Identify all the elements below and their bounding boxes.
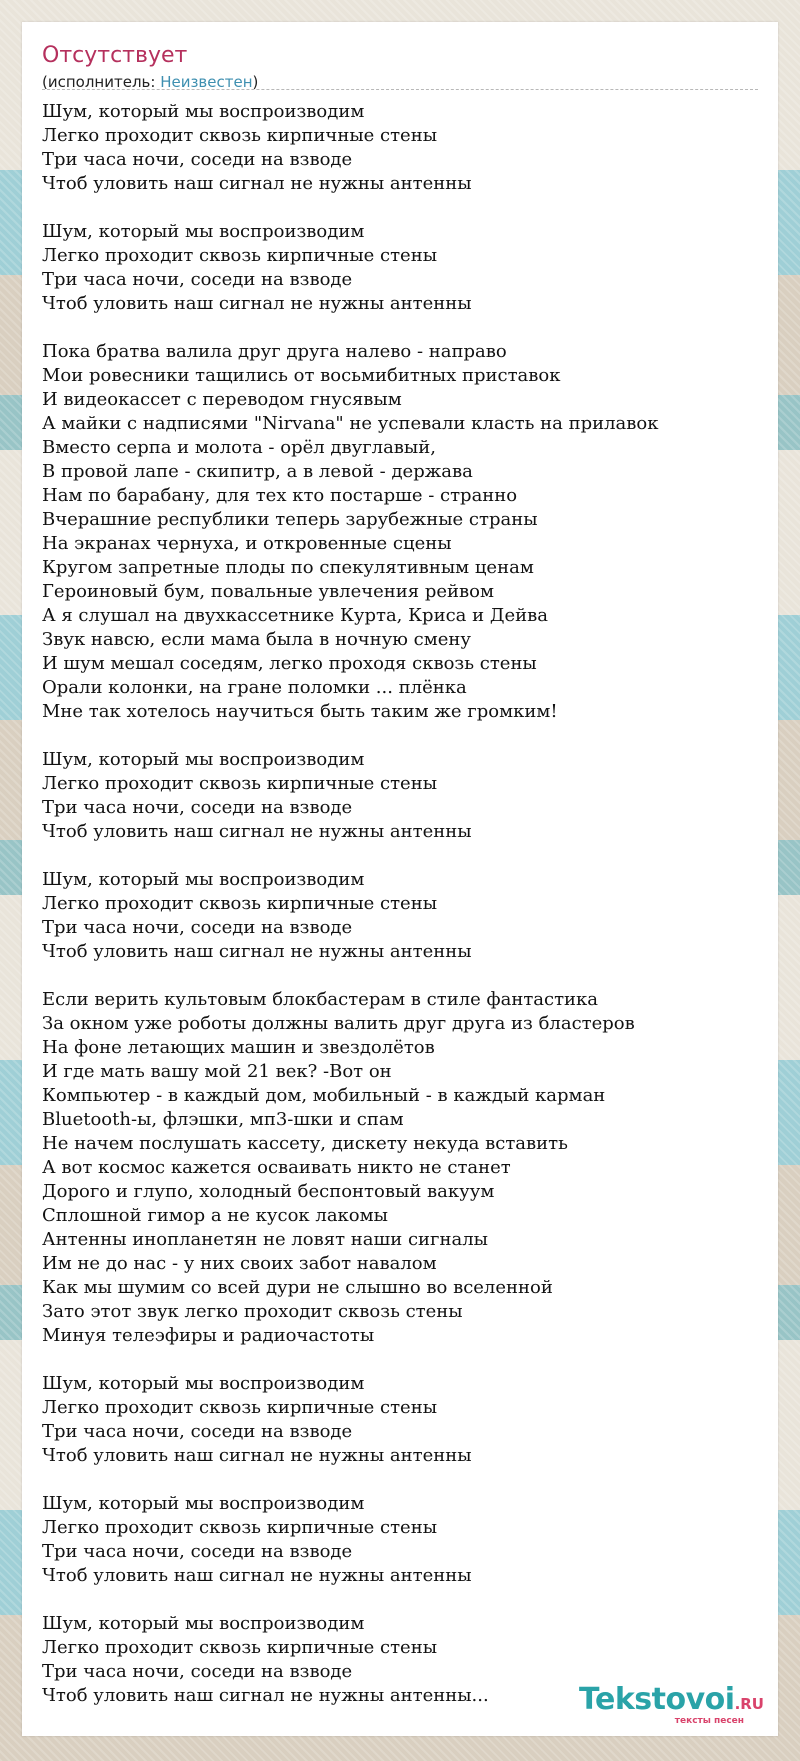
lyrics-line: Компьютер - в каждый дом, мобильный - в каждый карман <box>42 1085 606 1106</box>
lyrics-line: Легко проходит сквозь кирпичные стены <box>42 245 438 266</box>
lyrics-line: Вместо серпа и молота - орёл двуглавый, <box>42 437 436 458</box>
lyrics-line: Шум, который мы воспроизводим <box>42 1373 365 1394</box>
lyrics-line: И видеокассет с переводом гнусявым <box>42 389 402 410</box>
lyrics-line: Легко проходит сквозь кирпичные стены <box>42 1637 438 1658</box>
lyrics-card <box>22 22 778 1736</box>
lyrics-line: Три часа ночи, соседи на взводе <box>42 1421 353 1442</box>
lyrics-stanza <box>42 988 758 1348</box>
lyrics-line: Три часа ночи, соседи на взводе <box>42 797 353 818</box>
lyrics-line: Чтоб уловить наш сигнал не нужны антенны <box>42 941 472 962</box>
lyrics-line: И шум мешал соседям, легко проходя сквозь стены <box>42 653 537 674</box>
lyrics-line: На фоне летающих машин и звездолётов <box>42 1037 435 1058</box>
lyrics-line: Антенны инопланетян не ловят наши сигналы <box>42 1229 488 1250</box>
lyrics-line: Три часа ночи, соседи на взводе <box>42 269 353 290</box>
lyrics-line: Героиновый бум, повальные увлечения рейвом <box>42 581 495 602</box>
lyrics-line: Шум, который мы воспроизводим <box>42 1613 365 1634</box>
lyrics-line: Легко проходит сквозь кирпичные стены <box>42 1397 438 1418</box>
song-title: Отсутствует <box>42 43 188 68</box>
lyrics-line: А майки с надписями "Nirvana" не успевали класть на прилавок <box>42 413 659 434</box>
lyrics-line: Зато этот звук легко проходит сквозь стены <box>42 1301 463 1322</box>
lyrics-line: А вот космос кажется осваивать никто не станет <box>42 1157 511 1178</box>
lyrics-line: Вчерашние республики теперь зарубежные страны <box>42 509 538 530</box>
lyrics-line: Не начем послушать кассету, дискету некуда вставить <box>42 1133 568 1154</box>
lyrics-line: Легко проходит сквозь кирпичные стены <box>42 125 438 146</box>
lyrics-line: Чтоб уловить наш сигнал не нужны антенны <box>42 1445 472 1466</box>
lyrics-line: В провой лапе - скипитр, а в левой - держава <box>42 461 473 482</box>
lyrics-stanza <box>42 748 758 844</box>
lyrics-line: Дорого и глупо, холодный беспонтовый вакуум <box>42 1181 495 1202</box>
lyrics-line: Bluetooth-ы, флэшки, мп3-шки и спам <box>42 1109 404 1130</box>
lyrics-line: Чтоб уловить наш сигнал не нужны антенны <box>42 293 472 314</box>
lyrics-line: Нам по барабану, для тех кто постарше - странно <box>42 485 518 506</box>
lyrics-line: Легко проходит сквозь кирпичные стены <box>42 1517 438 1538</box>
site-logo[interactable] <box>544 1682 764 1730</box>
lyrics-line: Если верить культовым блокбастерам в стиле фантастика <box>42 989 599 1010</box>
lyrics-line: На экранах чернуха, и откровенные сцены <box>42 533 452 554</box>
lyrics-stanza <box>42 220 758 316</box>
lyrics-line: И где мать вашу мой 21 век? -Вот он <box>42 1061 392 1082</box>
lyrics-line: Шум, который мы воспроизводим <box>42 101 365 122</box>
lyrics-line: Минуя телеэфиры и радиочастоты <box>42 1325 375 1346</box>
lyrics-line: Сплошной гимор а не кусок лакомы <box>42 1205 388 1226</box>
lyrics-line: Три часа ночи, соседи на взводе <box>42 149 353 170</box>
lyrics-stanza <box>42 1492 758 1588</box>
artist-suffix: ) <box>252 73 259 91</box>
lyrics-line: Чтоб уловить наш сигнал не нужны антенны... <box>42 1685 489 1706</box>
lyrics-line: Чтоб уловить наш сигнал не нужны антенны <box>42 1565 472 1586</box>
lyrics-line: Три часа ночи, соседи на взводе <box>42 1541 353 1562</box>
lyrics-line: Три часа ночи, соседи на взводе <box>42 917 353 938</box>
artist-link[interactable]: Неизвестен <box>160 73 253 91</box>
lyrics-text <box>42 100 758 1732</box>
lyrics-stanza <box>42 1372 758 1468</box>
lyrics-line: Мне так хотелось научиться быть таким же громким! <box>42 701 558 722</box>
lyrics-line: Легко проходит сквозь кирпичные стены <box>42 893 438 914</box>
logo-tld: .RU <box>734 1695 764 1713</box>
lyrics-stanza <box>42 100 758 196</box>
lyrics-line: Шум, который мы воспроизводим <box>42 869 365 890</box>
lyrics-line: Звук навсю, если мама была в ночную смену <box>42 629 471 650</box>
lyrics-line: За окном уже роботы должны валить друг друга из бластеров <box>42 1013 635 1034</box>
artist-prefix: (исполнитель: <box>42 73 161 91</box>
lyrics-line: Шум, который мы воспроизводим <box>42 749 365 770</box>
lyrics-stanza <box>42 868 758 964</box>
lyrics-line: Шум, который мы воспроизводим <box>42 1493 365 1514</box>
logo-tagline: тексты песен <box>674 1716 744 1726</box>
lyrics-line: Чтоб уловить наш сигнал не нужны антенны <box>42 821 472 842</box>
lyrics-line: Мои ровесники тащились от восьмибитных приставок <box>42 365 561 386</box>
logo-word: Tekstovoi <box>579 1682 735 1717</box>
lyrics-line: Им не до нас - у них своих забот навалом <box>42 1253 437 1274</box>
lyrics-line: Шум, который мы воспроизводим <box>42 221 365 242</box>
lyrics-line: Пока братва валила друг друга налево - направо <box>42 341 507 362</box>
lyrics-line: Кругом запретные плоды по спекулятивным ценам <box>42 557 534 578</box>
lyrics-line: Как мы шумим со всей дури не слышно во вселенной <box>42 1277 553 1298</box>
lyrics-line: Три часа ночи, соседи на взводе <box>42 1661 353 1682</box>
header-divider <box>42 89 758 90</box>
lyrics-line: Легко проходит сквозь кирпичные стены <box>42 773 438 794</box>
lyrics-line: А я слушал на двухкассетнике Курта, Криса и Дейва <box>42 605 548 626</box>
lyrics-stanza <box>42 340 758 724</box>
lyrics-line: Чтоб уловить наш сигнал не нужны антенны <box>42 173 472 194</box>
lyrics-line: Орали колонки, на гране поломки ... плёнка <box>42 677 467 698</box>
